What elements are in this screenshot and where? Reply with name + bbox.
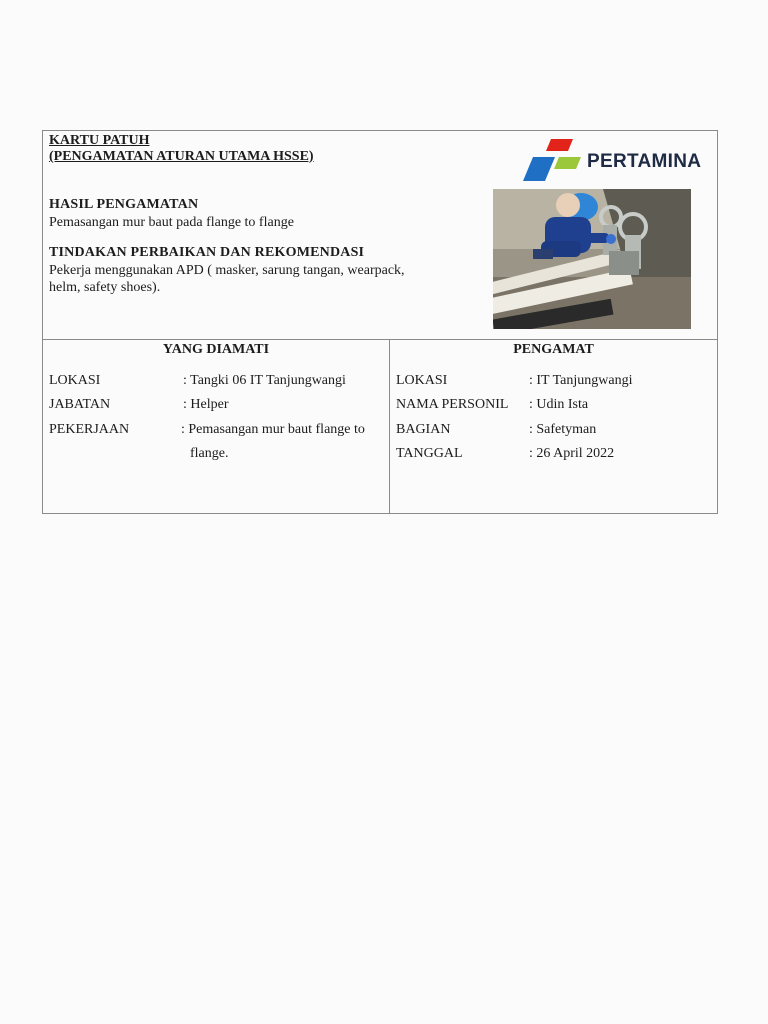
card-title-line2: (PENGAMATAN ATURAN UTAMA HSSE) (49, 149, 314, 164)
yang-diamati-pekerjaan-label: PEKERJAAN (49, 422, 130, 437)
pengamat-heading: PENGAMAT (513, 342, 594, 357)
logo-text: PERTAMINA (587, 151, 702, 172)
pengamat-lokasi-value: : IT Tanjungwangi (529, 373, 633, 388)
yang-diamati-pekerjaan-continuation: flange. (190, 446, 229, 461)
pengamat-tanggal-value: : 26 April 2022 (529, 446, 615, 461)
yang-diamati-pekerjaan-value: : Pemasangan mur baut flange to (181, 422, 365, 437)
pengamat-tanggal-label: TANGGAL (396, 446, 463, 461)
worker-photo (493, 189, 691, 329)
observation-columns (43, 339, 717, 513)
tindakan-text (49, 262, 405, 296)
tindakan-text-line1: Pekerja menggunakan APD ( masker, sarung tangan, wearpack, (49, 263, 405, 278)
pengamat-bagian-value: : Safetyman (529, 422, 597, 437)
yang-diamati-heading: YANG DIAMATI (162, 342, 270, 357)
pertamina-logo (521, 137, 711, 183)
hasil-pengamatan-text: Pemasangan mur baut pada flange to flange (49, 215, 294, 230)
pertamina-logo-icon (521, 137, 583, 183)
yang-diamati-jabatan-label: JABATAN (49, 397, 111, 412)
pengamat-lokasi-label: LOKASI (396, 373, 448, 388)
yang-diamati-jabatan-value: : Helper (183, 397, 229, 412)
yang-diamati-lokasi-label: LOKASI (49, 373, 101, 388)
column-divider (389, 339, 390, 513)
hasil-pengamatan-heading: HASIL PENGAMATAN (49, 197, 199, 212)
pengamat-nama-label: NAMA PERSONIL (396, 397, 509, 412)
pengamat-nama-value: : Udin Ista (529, 397, 589, 412)
tindakan-heading: TINDAKAN PERBAIKAN DAN REKOMENDASI (49, 245, 365, 260)
kartu-patuh-card (42, 130, 718, 514)
card-title (49, 133, 314, 165)
pengamat-bagian-label: BAGIAN (396, 422, 451, 437)
card-header-section (43, 131, 717, 340)
tindakan-text-line2: helm, safety shoes). (49, 280, 161, 295)
yang-diamati-lokasi-value: : Tangki 06 IT Tanjungwangi (183, 373, 346, 388)
worker-photo-image (493, 189, 691, 329)
card-title-line1: KARTU PATUH (49, 133, 150, 148)
